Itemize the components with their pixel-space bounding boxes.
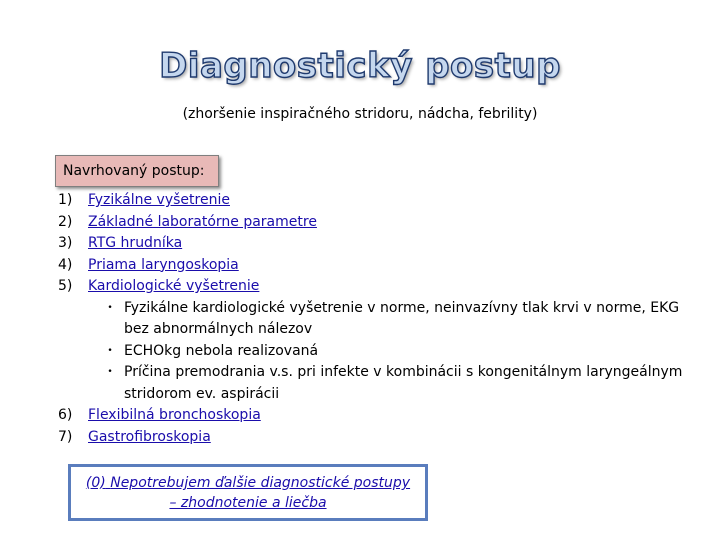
bullet-icon: • bbox=[107, 302, 113, 313]
step-link-fyzikalne[interactable]: Fyzikálne vyšetrenie bbox=[88, 192, 230, 208]
step-number: 1) bbox=[58, 192, 73, 208]
bullet-icon: • bbox=[107, 345, 113, 356]
step-link-kardiologicke[interactable]: Kardiologické vyšetrenie bbox=[88, 278, 260, 294]
bullet-icon: • bbox=[107, 367, 113, 377]
step-number: 3) bbox=[58, 235, 73, 251]
step-link-bronchoskopia[interactable]: Flexibilná bronchoskopia bbox=[88, 407, 261, 423]
proposal-label: Navrhovaný postup: bbox=[55, 155, 219, 187]
detail-text: Fyzikálne kardiologické vyšetrenie v norme, neinvazívny tlak krvi v norme, EKG bez abnormálnych nálezov bbox=[124, 299, 680, 337]
steps-list bbox=[58, 190, 698, 448]
step-link-laryngoskopia[interactable]: Priama laryngoskopia bbox=[88, 256, 239, 273]
step5-details bbox=[96, 298, 698, 406]
step-number: 4) bbox=[58, 256, 73, 273]
step-link-laboratorne[interactable]: Základné laboratórne parametre bbox=[88, 213, 317, 230]
step-link-gastrofibroskopia[interactable]: Gastrofibroskopia bbox=[88, 428, 211, 445]
step-number: 6) bbox=[58, 407, 73, 423]
list-item bbox=[96, 298, 698, 341]
page-title: Diagnostický postup bbox=[159, 46, 561, 86]
list-item bbox=[96, 362, 698, 405]
step-number: 2) bbox=[58, 213, 73, 230]
detail-text: ECHOkg nebola realizovaná bbox=[124, 342, 319, 359]
list-item bbox=[96, 341, 698, 363]
final-prefix: (0) bbox=[85, 475, 106, 491]
list-item bbox=[58, 190, 698, 212]
step-number: 7) bbox=[58, 428, 73, 445]
final-line2: – zhodnotenie a liečba bbox=[169, 495, 327, 511]
page-subtitle: (zhoršenie inspiračného stridoru, nádcha, febrility) bbox=[182, 106, 538, 122]
list-item bbox=[58, 405, 698, 427]
list-item bbox=[58, 233, 698, 255]
step-link-rtg[interactable]: RTG hrudníka bbox=[88, 235, 183, 251]
list-item bbox=[58, 212, 698, 234]
final-option-box bbox=[68, 464, 428, 521]
detail-text: Príčina premodrania v.s. pri infekte v kombinácii s kongenitálnym laryngeálnym stridorom ev. aspirácii bbox=[124, 364, 683, 402]
step-number: 5) bbox=[58, 278, 73, 294]
final-line1: Nepotrebujem ďalšie diagnostické postupy bbox=[110, 475, 411, 491]
list-item bbox=[58, 276, 698, 298]
list-item bbox=[58, 255, 698, 277]
list-item bbox=[58, 427, 698, 449]
final-option-link[interactable] bbox=[86, 475, 410, 511]
